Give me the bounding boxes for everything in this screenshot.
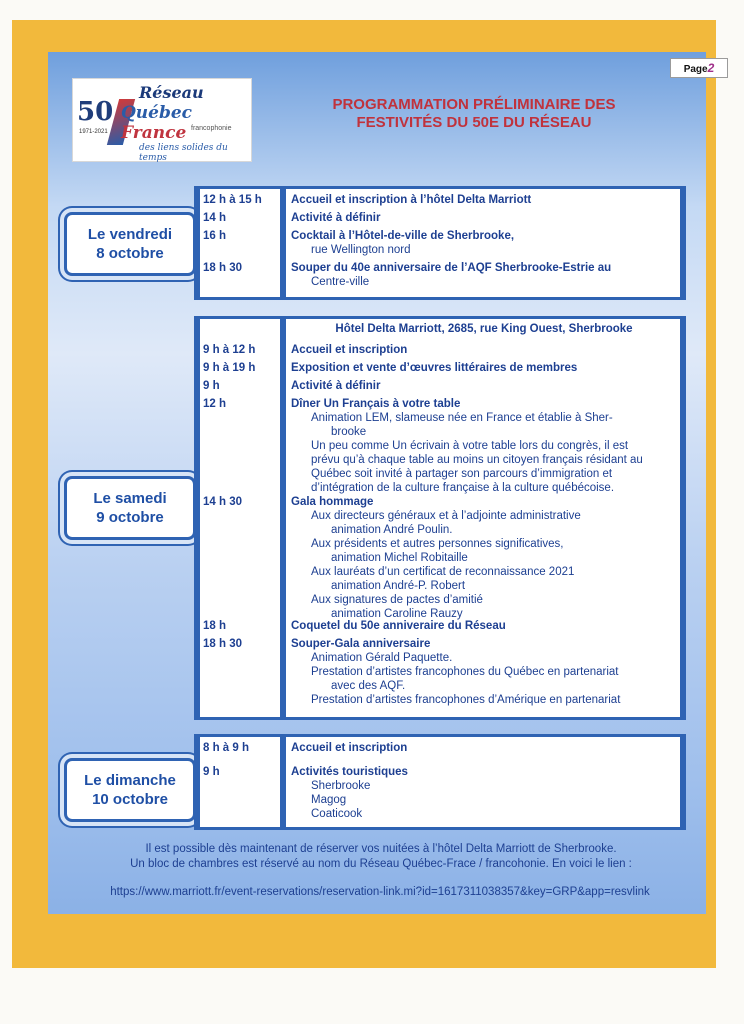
event-text: Accueil et inscription — [291, 344, 408, 356]
event-time: 18 h 30 — [203, 262, 242, 274]
day-name: Le samedi — [93, 490, 167, 507]
event-text: Accueil et inscription à l’hôtel Delta Marriott — [291, 194, 532, 206]
event-time: 12 h à 15 h — [203, 194, 262, 206]
day-label-saturday — [64, 476, 196, 540]
reservation-note-line-2: Un bloc de chambres est réservé au nom du Réseau Québec-Frace / francohonie. En voici le lien : — [130, 858, 632, 870]
event-time: 14 h 30 — [203, 496, 242, 508]
event-line: Aux présidents et autres personnes significatives, — [311, 538, 564, 550]
event-time: 9 h à 19 h — [203, 362, 256, 374]
event-text: Activité à définir — [291, 380, 381, 392]
logo-years-range: 1971-2021 — [79, 129, 108, 135]
event-line: Animation Gérald Paquette. — [311, 652, 453, 664]
reservation-link[interactable]: https://www.marriott.fr/event-reservations/reservation-link.mi?id=1617311038357&key=GRP&app=resvlink — [110, 886, 650, 898]
event-line: Gala hommage — [291, 496, 374, 508]
title-line-2: FESTIVITÉS DU 50E DU RÉSEAU — [356, 114, 592, 131]
logo-years-number: 50 — [77, 97, 114, 127]
event-line: Un peu comme Un écrivain à votre table lors du congrès, il est — [311, 440, 629, 452]
event-text — [291, 637, 677, 707]
reservation-note — [66, 842, 696, 872]
logo-francophonie: francophonie — [191, 125, 232, 132]
day-label-friday — [64, 212, 196, 276]
schedule-sunday — [194, 734, 686, 830]
event-line: animation Michel Robitaille — [331, 552, 468, 564]
event-line: Prestation d’artistes francophones d’Amérique en partenariat — [311, 694, 621, 706]
event-line: d’intégration de la culture française à la culture québécoise. — [311, 482, 615, 494]
event-line: Cocktail à l’Hôtel-de-ville de Sherbrooke, — [291, 230, 515, 242]
event-line: Animation LEM, slameuse née en France et établie à Sher- — [311, 412, 613, 424]
event-line: animation André-P. Robert — [331, 580, 466, 592]
event-time: 18 h 30 — [203, 638, 242, 650]
event-time: 12 h — [203, 398, 227, 410]
page-number-tag — [670, 58, 728, 78]
event-line: animation André Poulin. — [331, 524, 453, 536]
event-text — [291, 397, 677, 495]
event-line: Sherbrooke — [311, 780, 371, 792]
event-line: brooke — [331, 426, 367, 438]
day-date: 9 octobre — [96, 509, 164, 526]
event-text: Exposition et vente d’œuvres littéraires de membres — [291, 362, 578, 374]
event-line: animation Caroline Rauzy — [331, 608, 463, 620]
event-line: Aux lauréats d’un certificat de reconnaissance 2021 — [311, 566, 575, 578]
day-date: 8 octobre — [96, 245, 164, 262]
event-text — [291, 495, 677, 621]
event-time: 9 h — [203, 766, 220, 778]
day-name: Le dimanche — [84, 772, 176, 789]
event-text: Coquetel du 50e anniveraire du Réseau — [291, 620, 506, 632]
event-time: 9 h — [203, 380, 220, 392]
event-line: prévu qu’à chaque table au moins un citoyen français résidant au — [311, 454, 643, 466]
event-line: Aux directeurs généraux et à l’adjointe administrative — [311, 510, 581, 522]
event-line: Prestation d’artistes francophones du Québec en partenariat — [311, 666, 619, 678]
schedule-saturday — [194, 316, 686, 720]
day-date: 10 octobre — [92, 791, 168, 808]
event-line: avec des AQF. — [331, 680, 406, 692]
logo-tagline: des liens solides du temps — [139, 143, 228, 163]
logo-france: France — [121, 123, 187, 143]
logo-reseau: Réseau — [139, 83, 204, 102]
logo-quebec-france — [121, 103, 251, 143]
event-text: Accueil et inscription — [291, 742, 408, 754]
event-line: Activités touristiques — [291, 766, 408, 778]
schedule-friday — [194, 186, 686, 300]
logo-quebec: Québec — [121, 103, 193, 123]
event-time: 8 h à 9 h — [203, 742, 250, 754]
event-text — [291, 229, 677, 257]
page-label: Page — [683, 64, 708, 75]
venue-address: Hôtel Delta Marriott, 2685, rue King Ouest, Sherbrooke — [335, 323, 633, 335]
title-line-1: PROGRAMMATION PRÉLIMINAIRE DES — [332, 96, 616, 113]
event-line: Aux signatures de pactes d’amitié — [311, 594, 483, 606]
event-line: Québec soit invité à partager son parcours d’immigration et — [311, 468, 613, 480]
event-line: Souper-Gala anniversaire — [291, 638, 431, 650]
event-text: Activité à définir — [291, 212, 381, 224]
event-line: Centre-ville — [311, 276, 370, 288]
event-text — [291, 261, 677, 289]
event-time: 14 h — [203, 212, 227, 224]
day-label-sunday — [64, 758, 196, 822]
event-time: 18 h — [203, 620, 227, 632]
event-time: 9 h à 12 h — [203, 344, 256, 356]
event-line: Souper du 40e anniversaire de l’AQF Sherbrooke-Estrie au — [291, 262, 612, 274]
event-text — [291, 765, 677, 821]
event-line: rue Wellington nord — [311, 244, 411, 256]
event-line: Coaticook — [311, 808, 363, 820]
page-number: 2 — [707, 61, 715, 75]
event-line: Magog — [311, 794, 347, 806]
reseau-logo — [72, 78, 252, 162]
reservation-note-line-1: Il est possible dès maintenant de réserver vos nuitées à l’hôtel Delta Marriott de Sherbrooke. — [145, 843, 617, 855]
event-line: Dîner Un Français à votre table — [291, 398, 461, 410]
event-time: 16 h — [203, 230, 227, 242]
day-name: Le vendredi — [87, 226, 173, 243]
page-title — [296, 96, 652, 132]
